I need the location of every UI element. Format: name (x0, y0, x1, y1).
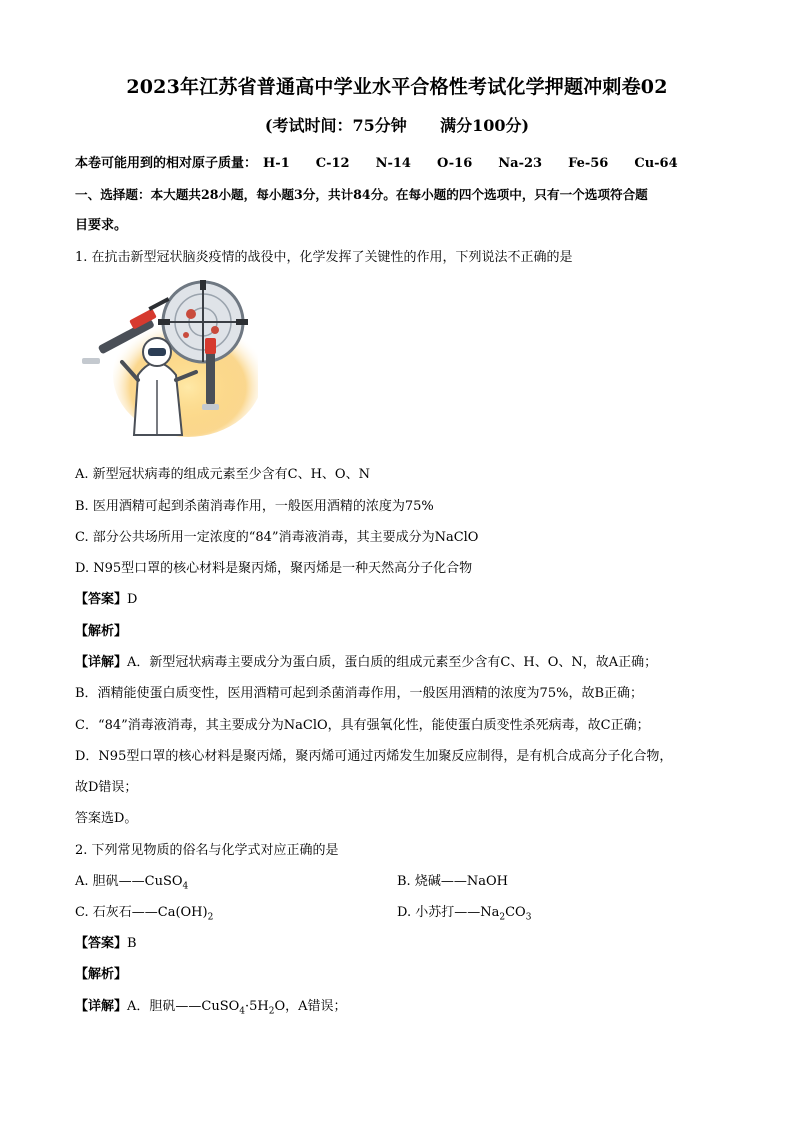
question-2-option-a (75, 870, 188, 892)
atomic-mass-fe: Fe-56 (568, 156, 609, 171)
question-1-detail-b: B．酒精能使蛋白质变性，医用酒精可起到杀菌消毒作用，一般医用酒精的浓度为75%，故B正确； (75, 686, 644, 701)
answer-tag: 【答案】 (75, 936, 128, 951)
exam-subtitle: (考试时间：75分钟 满分100分) (264, 116, 530, 135)
question-1-conclusion: 答案选D。 (75, 811, 138, 826)
answer-value: D (127, 592, 138, 607)
question-1-option-a: A. 新型冠状病毒的组成元素至少含有C、H、O、N (75, 467, 370, 482)
question-2-option-b: B. 烧碱——NaOH (397, 874, 508, 889)
option-d-sub1: 2 (499, 912, 506, 923)
question-1-option-b: B. 医用酒精可起到杀菌消毒作用，一般医用酒精的浓度为75% (75, 499, 434, 514)
answer-tag: 【答案】 (75, 592, 128, 607)
atomic-mass-c: C-12 (315, 156, 350, 171)
option-d-mid: CO (505, 905, 526, 920)
detail-text: A．新型冠状病毒主要成分为蛋白质，蛋白质的组成元素至少含有C、H、O、N，故A正确； (127, 655, 658, 670)
question-2-option-c (75, 901, 213, 923)
detail-tag: 【详解】 (75, 999, 128, 1014)
atomic-mass-n: N-14 (375, 156, 411, 171)
atomic-mass-line (75, 152, 704, 171)
option-c-sub: 2 (207, 912, 214, 923)
question-2-detail-a (75, 995, 347, 1017)
option-c-text: C. 石灰石——Ca(OH) (75, 905, 208, 920)
detail-a-mid: ·5H (245, 999, 269, 1014)
atomic-mass-cu: Cu-64 (634, 156, 678, 171)
question-1-detail-a (75, 651, 657, 670)
question-1-stem: 1. 在抗击新型冠状脑炎疫情的战役中，化学发挥了关键性的作用，下列说法不正确的是 (75, 250, 573, 265)
question-2-analysis-tag: 【解析】 (75, 967, 128, 982)
section-instruction-line1: 一、选择题：本大题共28小题，每小题3分，共计84分。在每小题的四个选项中，只有一个选项符合题 (75, 187, 648, 202)
atomic-mass-lead: 本卷可能用到的相对原子质量： (75, 156, 258, 171)
question-2-option-d (397, 901, 531, 923)
question-1-detail-d: D．N95型口罩的核心材料是聚丙烯，聚丙烯可通过丙烯发生加聚反应制得，是有机合成高分子化合物， (75, 749, 673, 764)
option-a-text: A. 胆矾——CuSO (75, 874, 183, 889)
atomic-mass-o: O-16 (436, 156, 473, 171)
option-d-text: D. 小苏打——Na (397, 905, 500, 920)
detail-tag: 【详解】 (75, 655, 128, 670)
option-d-sub2: 3 (525, 912, 532, 923)
question-1-detail-c: C．“84”消毒液消毒，其主要成分为NaClO，具有强氧化性，能使蛋白质变性杀死病毒，故C正确； (75, 718, 650, 733)
question-1-detail-d-cont: 故D错误； (75, 780, 138, 795)
question-1-analysis-tag: 【解析】 (75, 624, 128, 639)
question-1-option-c: C. 部分公共场所用一定浓度的“84”消毒液消毒，其主要成分为NaClO (75, 530, 479, 545)
atomic-mass-na: Na-23 (498, 156, 543, 171)
detail-a-text: A．胆矾——CuSO (127, 999, 240, 1014)
question-1-answer (75, 588, 137, 607)
detail-a-sub2: 2 (268, 1006, 275, 1017)
exam-title: 2023年江苏省普通高中学业水平合格性考试化学押题冲刺卷02 (126, 76, 668, 98)
detail-a-end: O，A错误； (274, 999, 347, 1014)
question-2-stem: 2. 下列常见物质的俗名与化学式对应正确的是 (75, 843, 339, 858)
question-1-option-d: D. N95型口罩的核心材料是聚丙烯，聚丙烯是一种天然高分子化合物 (75, 561, 473, 576)
epidemic-illustration (78, 280, 258, 440)
detail-a-sub1: 4 (239, 1006, 246, 1017)
section-instruction-line2: 目要求。 (75, 218, 128, 233)
answer-value: B (127, 936, 137, 951)
atomic-mass-h: H-1 (263, 156, 290, 171)
question-2-answer (75, 932, 137, 951)
option-a-sub: 4 (182, 881, 189, 892)
